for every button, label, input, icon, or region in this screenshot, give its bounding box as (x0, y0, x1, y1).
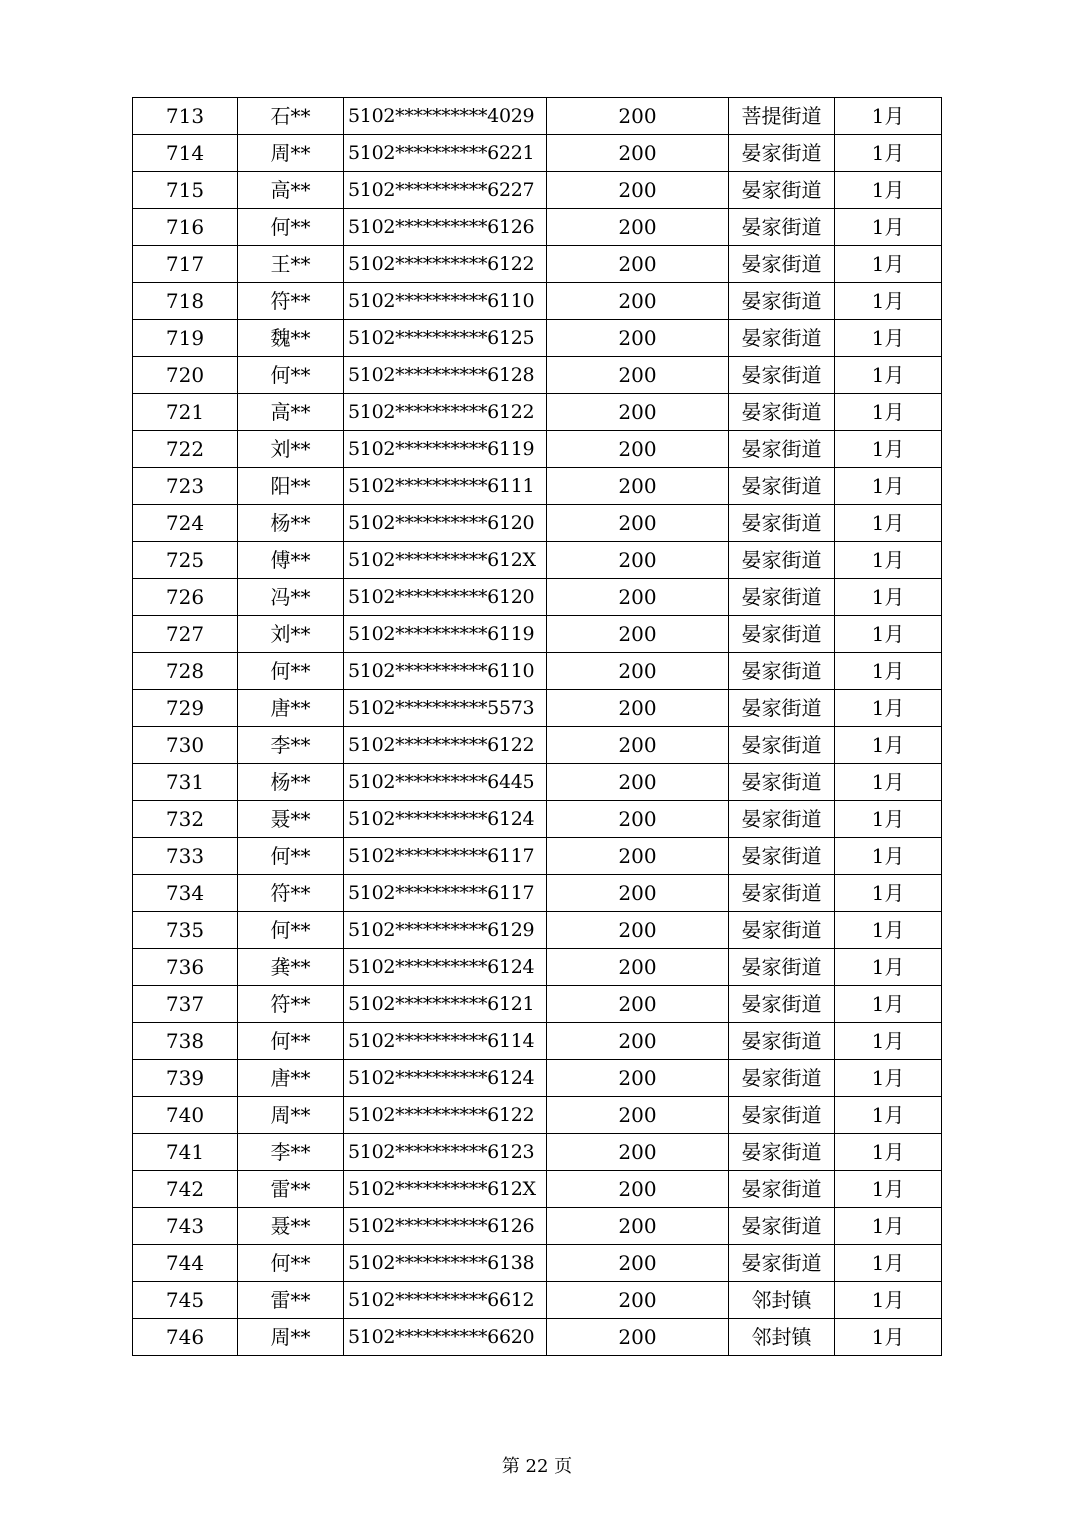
id-number-cell: 5102**********6124 (344, 1060, 547, 1097)
id-number-cell: 5102**********6125 (344, 320, 547, 357)
table-row (133, 1319, 942, 1356)
table-row (133, 209, 942, 246)
amount-cell: 200 (547, 1245, 729, 1282)
table-row (133, 357, 942, 394)
month-cell: 1月 (835, 172, 942, 209)
area-cell: 晏家街道 (729, 135, 835, 172)
amount-cell: 200 (547, 912, 729, 949)
row-number-cell: 731 (133, 764, 238, 801)
name-cell: 阳** (238, 468, 344, 505)
name-cell: 唐** (238, 1060, 344, 1097)
name-cell: 李** (238, 727, 344, 764)
area-cell: 晏家街道 (729, 542, 835, 579)
table-row (133, 394, 942, 431)
table-row (133, 1134, 942, 1171)
table-row (133, 468, 942, 505)
name-cell: 聂** (238, 801, 344, 838)
row-number-cell: 734 (133, 875, 238, 912)
name-cell: 符** (238, 875, 344, 912)
amount-cell: 200 (547, 135, 729, 172)
name-cell: 何** (238, 912, 344, 949)
row-number-cell: 744 (133, 1245, 238, 1282)
id-number-cell: 5102**********6126 (344, 209, 547, 246)
id-number-cell: 5102**********6117 (344, 838, 547, 875)
month-cell: 1月 (835, 283, 942, 320)
area-cell: 晏家街道 (729, 875, 835, 912)
amount-cell: 200 (547, 764, 729, 801)
area-cell: 晏家街道 (729, 357, 835, 394)
table-row (133, 1023, 942, 1060)
row-number-cell: 743 (133, 1208, 238, 1245)
row-number-cell: 721 (133, 394, 238, 431)
row-number-cell: 718 (133, 283, 238, 320)
row-number-cell: 717 (133, 246, 238, 283)
amount-cell: 200 (547, 690, 729, 727)
table-row (133, 542, 942, 579)
row-number-cell: 742 (133, 1171, 238, 1208)
name-cell: 周** (238, 1319, 344, 1356)
name-cell: 周** (238, 1097, 344, 1134)
table-row (133, 246, 942, 283)
row-number-cell: 730 (133, 727, 238, 764)
name-cell: 何** (238, 357, 344, 394)
name-cell: 魏** (238, 320, 344, 357)
amount-cell: 200 (547, 616, 729, 653)
table-row (133, 283, 942, 320)
table-row (133, 949, 942, 986)
area-cell: 晏家街道 (729, 912, 835, 949)
month-cell: 1月 (835, 690, 942, 727)
table-row (133, 172, 942, 209)
id-number-cell: 5102**********6620 (344, 1319, 547, 1356)
table-row (133, 912, 942, 949)
area-cell: 晏家街道 (729, 1245, 835, 1282)
amount-cell: 200 (547, 801, 729, 838)
month-cell: 1月 (835, 209, 942, 246)
amount-cell: 200 (547, 246, 729, 283)
amount-cell: 200 (547, 579, 729, 616)
area-cell: 晏家街道 (729, 1097, 835, 1134)
area-cell: 晏家街道 (729, 1060, 835, 1097)
month-cell: 1月 (835, 579, 942, 616)
month-cell: 1月 (835, 505, 942, 542)
amount-cell: 200 (547, 727, 729, 764)
table-row (133, 1171, 942, 1208)
id-number-cell: 5102**********6445 (344, 764, 547, 801)
month-cell: 1月 (835, 246, 942, 283)
month-cell: 1月 (835, 1134, 942, 1171)
name-cell: 傅** (238, 542, 344, 579)
area-cell: 晏家街道 (729, 838, 835, 875)
table-row (133, 135, 942, 172)
amount-cell: 200 (547, 1282, 729, 1319)
table-row (133, 1097, 942, 1134)
month-cell: 1月 (835, 320, 942, 357)
month-cell: 1月 (835, 1060, 942, 1097)
row-number-cell: 729 (133, 690, 238, 727)
id-number-cell: 5102**********5573 (344, 690, 547, 727)
area-cell: 晏家街道 (729, 394, 835, 431)
row-number-cell: 741 (133, 1134, 238, 1171)
area-cell: 邻封镇 (729, 1319, 835, 1356)
month-cell: 1月 (835, 135, 942, 172)
amount-cell: 200 (547, 394, 729, 431)
table-row (133, 690, 942, 727)
area-cell: 晏家街道 (729, 653, 835, 690)
area-cell: 晏家街道 (729, 986, 835, 1023)
table-row (133, 801, 942, 838)
row-number-cell: 727 (133, 616, 238, 653)
area-cell: 晏家街道 (729, 468, 835, 505)
month-cell: 1月 (835, 98, 942, 135)
table-row (133, 1060, 942, 1097)
amount-cell: 200 (547, 468, 729, 505)
name-cell: 高** (238, 172, 344, 209)
row-number-cell: 726 (133, 579, 238, 616)
page-number: 第 22 页 (501, 1456, 573, 1477)
amount-cell: 200 (547, 542, 729, 579)
table-row (133, 579, 942, 616)
row-number-cell: 720 (133, 357, 238, 394)
name-cell: 冯** (238, 579, 344, 616)
id-number-cell: 5102**********6117 (344, 875, 547, 912)
amount-cell: 200 (547, 357, 729, 394)
name-cell: 唐** (238, 690, 344, 727)
table-row (133, 320, 942, 357)
row-number-cell: 723 (133, 468, 238, 505)
amount-cell: 200 (547, 1208, 729, 1245)
area-cell: 晏家街道 (729, 320, 835, 357)
name-cell: 符** (238, 283, 344, 320)
month-cell: 1月 (835, 1023, 942, 1060)
row-number-cell: 713 (133, 98, 238, 135)
id-number-cell: 5102**********6123 (344, 1134, 547, 1171)
id-number-cell: 5102**********6124 (344, 801, 547, 838)
row-number-cell: 732 (133, 801, 238, 838)
name-cell: 何** (238, 653, 344, 690)
table-row (133, 505, 942, 542)
amount-cell: 200 (547, 986, 729, 1023)
amount-cell: 200 (547, 1134, 729, 1171)
name-cell: 刘** (238, 616, 344, 653)
name-cell: 杨** (238, 505, 344, 542)
month-cell: 1月 (835, 1171, 942, 1208)
amount-cell: 200 (547, 1097, 729, 1134)
id-number-cell: 5102**********6121 (344, 986, 547, 1023)
row-number-cell: 745 (133, 1282, 238, 1319)
id-number-cell: 5102**********6221 (344, 135, 547, 172)
row-number-cell: 746 (133, 1319, 238, 1356)
id-number-cell: 5102**********6126 (344, 1208, 547, 1245)
id-number-cell: 5102**********6120 (344, 505, 547, 542)
month-cell: 1月 (835, 468, 942, 505)
table-row (133, 875, 942, 912)
area-cell: 晏家街道 (729, 579, 835, 616)
row-number-cell: 735 (133, 912, 238, 949)
table-row (133, 1282, 942, 1319)
area-cell: 菩提街道 (729, 98, 835, 135)
id-number-cell: 5102**********6120 (344, 579, 547, 616)
table-row (133, 986, 942, 1023)
id-number-cell: 5102**********6119 (344, 431, 547, 468)
row-number-cell: 719 (133, 320, 238, 357)
table-row (133, 838, 942, 875)
amount-cell: 200 (547, 320, 729, 357)
name-cell: 何** (238, 1023, 344, 1060)
area-cell: 晏家街道 (729, 727, 835, 764)
id-number-cell: 5102**********6122 (344, 727, 547, 764)
month-cell: 1月 (835, 986, 942, 1023)
area-cell: 晏家街道 (729, 246, 835, 283)
id-number-cell: 5102**********6122 (344, 1097, 547, 1134)
area-cell: 晏家街道 (729, 1023, 835, 1060)
month-cell: 1月 (835, 764, 942, 801)
month-cell: 1月 (835, 1282, 942, 1319)
month-cell: 1月 (835, 912, 942, 949)
area-cell: 晏家街道 (729, 764, 835, 801)
month-cell: 1月 (835, 1097, 942, 1134)
month-cell: 1月 (835, 1319, 942, 1356)
month-cell: 1月 (835, 616, 942, 653)
month-cell: 1月 (835, 949, 942, 986)
month-cell: 1月 (835, 727, 942, 764)
month-cell: 1月 (835, 838, 942, 875)
month-cell: 1月 (835, 542, 942, 579)
row-number-cell: 722 (133, 431, 238, 468)
id-number-cell: 5102**********6124 (344, 949, 547, 986)
name-cell: 周** (238, 135, 344, 172)
id-number-cell: 5102**********6128 (344, 357, 547, 394)
month-cell: 1月 (835, 1245, 942, 1282)
area-cell: 晏家街道 (729, 1171, 835, 1208)
amount-cell: 200 (547, 875, 729, 912)
table-row (133, 727, 942, 764)
id-number-cell: 5102**********6110 (344, 283, 547, 320)
name-cell: 高** (238, 394, 344, 431)
amount-cell: 200 (547, 1023, 729, 1060)
name-cell: 王** (238, 246, 344, 283)
month-cell: 1月 (835, 653, 942, 690)
name-cell: 龚** (238, 949, 344, 986)
id-number-cell: 5102**********6612 (344, 1282, 547, 1319)
area-cell: 晏家街道 (729, 801, 835, 838)
table-row (133, 764, 942, 801)
data-table (132, 97, 942, 1356)
name-cell: 雷** (238, 1282, 344, 1319)
row-number-cell: 714 (133, 135, 238, 172)
name-cell: 李** (238, 1134, 344, 1171)
amount-cell: 200 (547, 1171, 729, 1208)
id-number-cell: 5102**********6110 (344, 653, 547, 690)
month-cell: 1月 (835, 394, 942, 431)
id-number-cell: 5102**********6122 (344, 246, 547, 283)
amount-cell: 200 (547, 1060, 729, 1097)
table-row (133, 1245, 942, 1282)
month-cell: 1月 (835, 1208, 942, 1245)
id-number-cell: 5102**********6227 (344, 172, 547, 209)
row-number-cell: 733 (133, 838, 238, 875)
month-cell: 1月 (835, 431, 942, 468)
month-cell: 1月 (835, 875, 942, 912)
month-cell: 1月 (835, 357, 942, 394)
row-number-cell: 738 (133, 1023, 238, 1060)
name-cell: 何** (238, 1245, 344, 1282)
row-number-cell: 737 (133, 986, 238, 1023)
table-row (133, 616, 942, 653)
area-cell: 晏家街道 (729, 505, 835, 542)
area-cell: 晏家街道 (729, 283, 835, 320)
id-number-cell: 5102**********6119 (344, 616, 547, 653)
amount-cell: 200 (547, 283, 729, 320)
table-row (133, 431, 942, 468)
amount-cell: 200 (547, 1319, 729, 1356)
name-cell: 雷** (238, 1171, 344, 1208)
area-cell: 晏家街道 (729, 172, 835, 209)
id-number-cell: 5102**********6138 (344, 1245, 547, 1282)
table-row (133, 653, 942, 690)
row-number-cell: 728 (133, 653, 238, 690)
row-number-cell: 716 (133, 209, 238, 246)
table-row (133, 1208, 942, 1245)
amount-cell: 200 (547, 505, 729, 542)
row-number-cell: 725 (133, 542, 238, 579)
id-number-cell: 5102**********612X (344, 1171, 547, 1208)
month-cell: 1月 (835, 801, 942, 838)
table-row (133, 98, 942, 135)
name-cell: 刘** (238, 431, 344, 468)
row-number-cell: 715 (133, 172, 238, 209)
id-number-cell: 5102**********6111 (344, 468, 547, 505)
amount-cell: 200 (547, 209, 729, 246)
row-number-cell: 740 (133, 1097, 238, 1134)
name-cell: 符** (238, 986, 344, 1023)
id-number-cell: 5102**********4029 (344, 98, 547, 135)
row-number-cell: 739 (133, 1060, 238, 1097)
table-body (133, 98, 942, 1356)
area-cell: 晏家街道 (729, 209, 835, 246)
name-cell: 何** (238, 209, 344, 246)
row-number-cell: 736 (133, 949, 238, 986)
id-number-cell: 5102**********612X (344, 542, 547, 579)
row-number-cell: 724 (133, 505, 238, 542)
name-cell: 杨** (238, 764, 344, 801)
amount-cell: 200 (547, 653, 729, 690)
amount-cell: 200 (547, 98, 729, 135)
id-number-cell: 5102**********6122 (344, 394, 547, 431)
name-cell: 聂** (238, 1208, 344, 1245)
area-cell: 晏家街道 (729, 1208, 835, 1245)
area-cell: 晏家街道 (729, 1134, 835, 1171)
name-cell: 何** (238, 838, 344, 875)
area-cell: 晏家街道 (729, 431, 835, 468)
amount-cell: 200 (547, 172, 729, 209)
amount-cell: 200 (547, 838, 729, 875)
amount-cell: 200 (547, 431, 729, 468)
amount-cell: 200 (547, 949, 729, 986)
area-cell: 晏家街道 (729, 690, 835, 727)
id-number-cell: 5102**********6129 (344, 912, 547, 949)
name-cell: 石** (238, 98, 344, 135)
area-cell: 晏家街道 (729, 949, 835, 986)
area-cell: 邻封镇 (729, 1282, 835, 1319)
id-number-cell: 5102**********6114 (344, 1023, 547, 1060)
area-cell: 晏家街道 (729, 616, 835, 653)
